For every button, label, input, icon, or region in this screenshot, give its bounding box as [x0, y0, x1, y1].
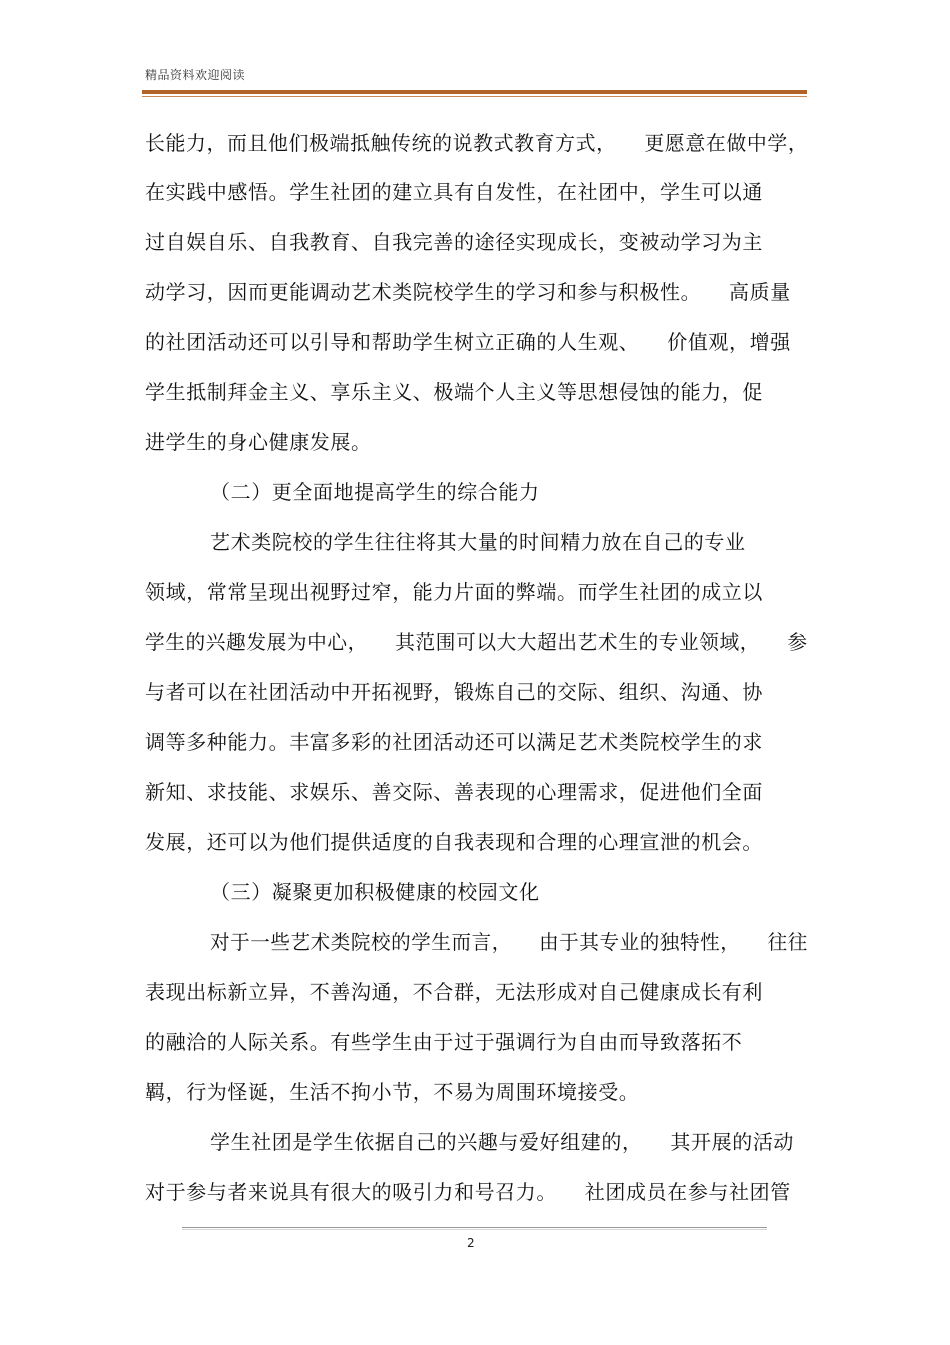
header-divider: [142, 90, 807, 94]
text-line: 的融洽的人际关系。有些学生由于过于强调行为自由而导致落拓不: [145, 1030, 743, 1054]
footer-divider: [182, 1227, 767, 1228]
section-heading: （二）更全面地提高学生的综合能力: [210, 480, 540, 504]
text-line: 调等多种能力。丰富多彩的社团活动还可以满足艺术类院校学生的求: [145, 730, 763, 754]
text-line: 新知、求技能、求娱乐、善交际、善表现的心理需求，促进他们全面: [145, 780, 763, 804]
text-line: 进学生的身心健康发展。: [145, 430, 372, 454]
text-line: 艺术类院校的学生往往将其大量的时间精力放在自己的专业: [210, 530, 746, 554]
text-line: 在实践中感悟。学生社团的建立具有自发性，在社团中，学生可以通: [145, 180, 763, 204]
text-line: 发展，还可以为他们提供适度的自我表现和合理的心理宣泄的机会。: [145, 830, 763, 854]
text-line: 对于一些艺术类院校的学生而言， 由于其专业的独特性， 往往: [210, 930, 808, 954]
text-line: 过自娱自乐、自我教育、自我完善的途径实现成长，变被动学习为主: [145, 230, 763, 254]
header-divider-thin: [142, 96, 807, 97]
text-line: 学生的兴趣发展为中心， 其范围可以大大超出艺术生的专业领域， 参: [145, 630, 808, 654]
footer-divider-shadow: [182, 1229, 767, 1230]
text-line: 表现出标新立异，不善沟通，不合群，无法形成对自己健康成长有利: [145, 980, 763, 1004]
text-line: 动学习，因而更能调动艺术类院校学生的学习和参与积极性。 高质量: [145, 280, 791, 304]
text-line: 学生社团是学生依据自己的兴趣与爱好组建的， 其开展的活动: [210, 1130, 795, 1154]
text-line: 羁，行为怪诞，生活不拘小节，不易为周围环境接受。: [145, 1080, 640, 1104]
text-line: 学生抵制拜金主义、享乐主义、极端个人主义等思想侵蚀的能力，促: [145, 380, 763, 404]
page-number: 2: [467, 1236, 475, 1250]
page-header: 精品资料欢迎阅读: [145, 68, 246, 82]
text-line: 对于参与者来说具有很大的吸引力和号召力。 社团成员在参与社团管: [145, 1180, 791, 1204]
text-line: 与者可以在社团活动中开拓视野，锻炼自己的交际、组织、沟通、协: [145, 680, 763, 704]
text-line: 长能力，而且他们极端抵触传统的说教式教育方式， 更愿意在做中学，: [145, 131, 809, 155]
text-line: 领域，常常呈现出视野过窄，能力片面的弊端。而学生社团的成立以: [145, 580, 763, 604]
text-line: 的社团活动还可以引导和帮助学生树立正确的人生观、 价值观，增强: [145, 330, 791, 354]
section-heading: （三）凝聚更加积极健康的校园文化: [210, 880, 540, 904]
